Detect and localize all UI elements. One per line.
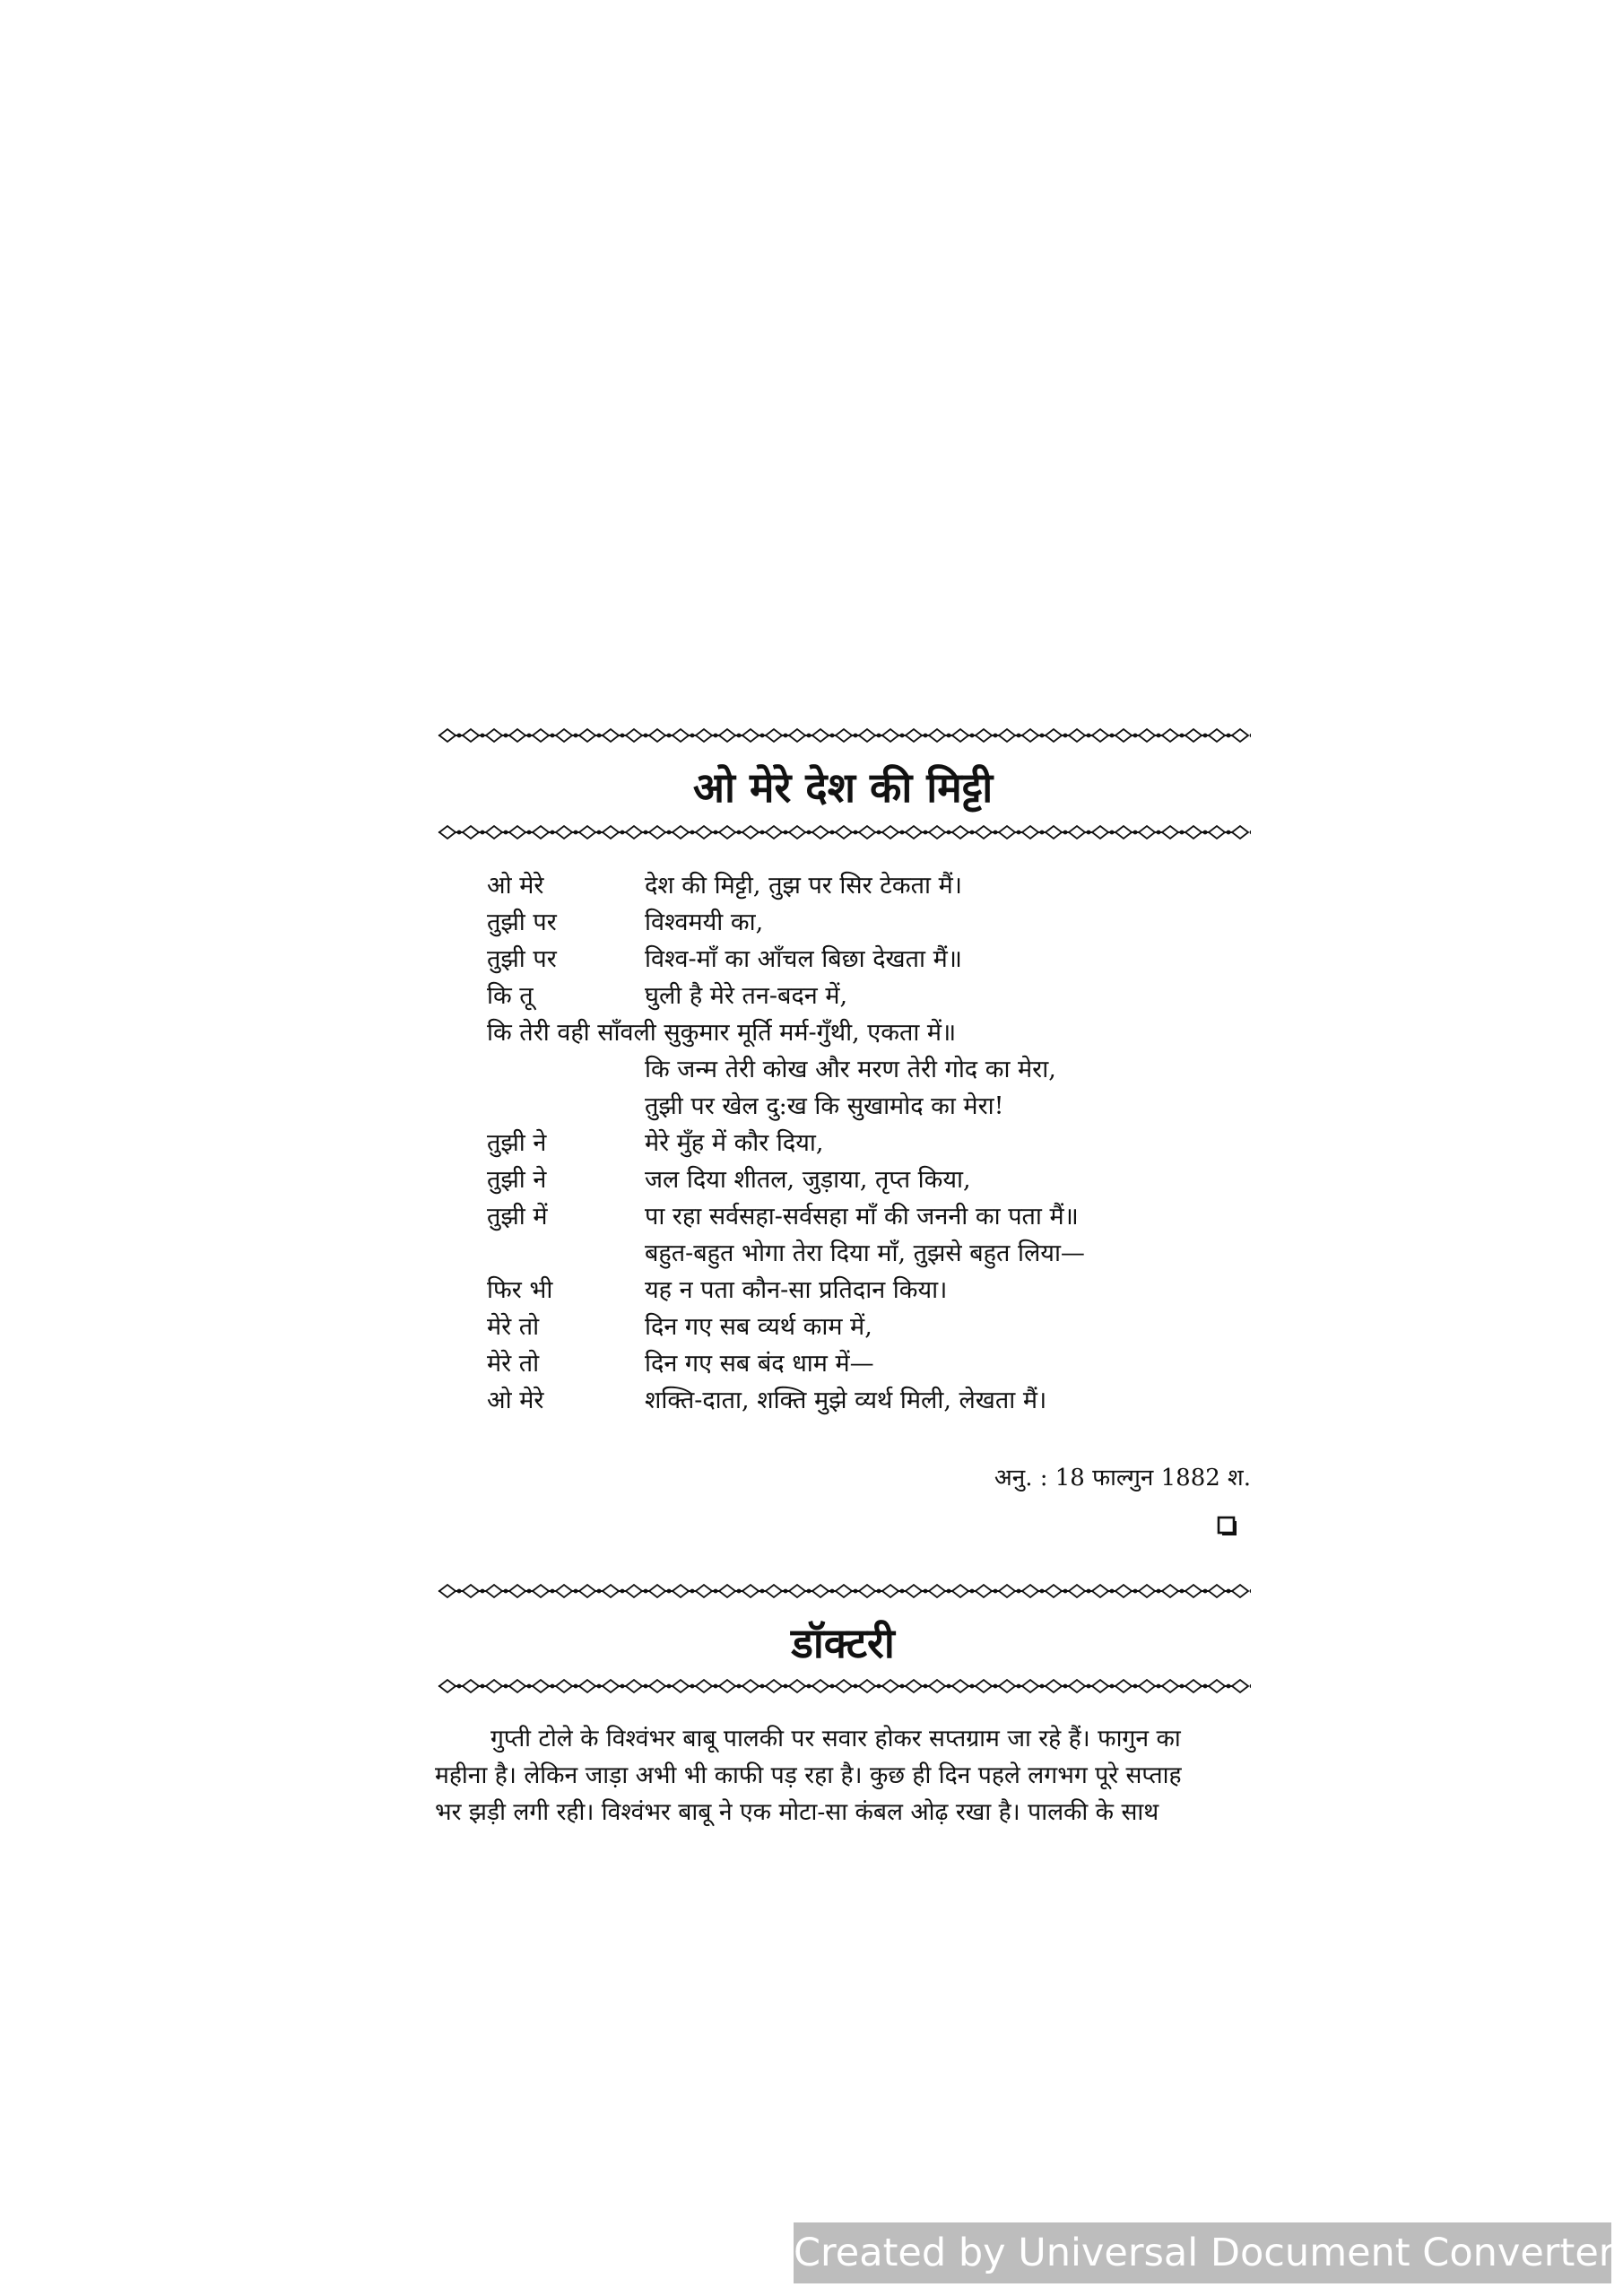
poem-line-text: पा रहा सर्वसहा-सर्वसहा माँ की जननी का पता मैं॥ bbox=[645, 1203, 1079, 1231]
poem-line-lead: कि तेरी वही साँवली सुकुमार मूर्ति मर्म-गुँथी, एकता में॥ bbox=[487, 1019, 957, 1047]
paragraph-line: भर झड़ी लगी रही। विश्वंभर बाबू ने एक मोटा-सा कंबल ओढ़ रखा है। पालकी के साथ bbox=[435, 1798, 1159, 1826]
poem-line-text: मेरे मुँह में कौर दिया, bbox=[645, 1129, 824, 1157]
poem-line bbox=[487, 1272, 1258, 1309]
story-title: डॉक्टरी bbox=[791, 1619, 895, 1667]
poem-line-text: कि जन्म तेरी कोख और मरण तेरी गोद का मेरा, bbox=[645, 1056, 1056, 1083]
paragraph-line: गुप्ती टोले के विश्वंभर बाबू पालकी पर सवार होकर सप्तग्राम जा रहे हैं। फागुन का bbox=[490, 1725, 1181, 1752]
poem-line bbox=[487, 1014, 1258, 1051]
poem-line-lead: मेरे तो bbox=[487, 1350, 540, 1378]
ornamental-border-bottom bbox=[435, 820, 1251, 845]
end-of-section-box-icon bbox=[1217, 1516, 1238, 1537]
poem-line-lead: फिर भी bbox=[487, 1276, 553, 1304]
translation-date: अनु. : 18 फाल्गुन 1882 श. bbox=[994, 1465, 1251, 1492]
poem-line-lead: तुझी ने bbox=[487, 1166, 547, 1194]
poem-line-lead: ओ मेरे bbox=[487, 872, 544, 900]
poem-line bbox=[487, 1125, 1258, 1161]
converter-watermark: Created by Universal Document Converter bbox=[794, 2222, 1611, 2283]
poem-line-text: विश्व-माँ का आँचल बिछा देखता मैं॥ bbox=[645, 945, 962, 973]
paragraph-line: महीना है। लेकिन जाड़ा अभी भी काफी पड़ रहा है। कुछ ही दिन पहले लगभग पूरे सप्ताह bbox=[435, 1761, 1182, 1789]
poem-line bbox=[487, 1309, 1258, 1345]
poem-line bbox=[487, 1198, 1258, 1235]
poem-line bbox=[487, 1235, 1258, 1272]
poem-line-text: शक्ति-दाता, शक्ति मुझे व्यर्थ मिली, लेखता मैं। bbox=[645, 1387, 1047, 1414]
poem-line bbox=[487, 1088, 1258, 1125]
poem-line bbox=[487, 978, 1258, 1014]
poem-line-text: विश्वमयी का, bbox=[645, 909, 764, 936]
poem-line bbox=[487, 941, 1258, 978]
poem-line bbox=[487, 904, 1258, 941]
poem-line-text: जल दिया शीतल, जुड़ाया, तृप्त किया, bbox=[645, 1166, 971, 1194]
poem-line bbox=[487, 1161, 1258, 1198]
poem-line-lead: तुझी पर bbox=[487, 909, 557, 936]
poem-body bbox=[487, 867, 1258, 1419]
poem-line-lead: तुझी में bbox=[487, 1203, 548, 1231]
poem-line-text: दिन गए सब बंद धाम में— bbox=[645, 1350, 874, 1378]
ornamental-border-bottom bbox=[435, 1674, 1251, 1699]
poem-line-lead: मेरे तो bbox=[487, 1313, 540, 1341]
poem-line-text: घुली है मेरे तन-बदन में, bbox=[645, 982, 848, 1010]
poem-line bbox=[487, 867, 1258, 904]
story-paragraph bbox=[435, 1720, 1251, 1831]
poem-line-text: दिन गए सब व्यर्थ काम में, bbox=[645, 1313, 872, 1341]
poem-line bbox=[487, 1382, 1258, 1419]
ornamental-border-top bbox=[435, 723, 1251, 748]
ornamental-border-top bbox=[435, 1578, 1251, 1604]
poem-line-text: यह न पता कौन-सा प्रतिदान किया। bbox=[645, 1276, 948, 1304]
poem-line-lead: कि तू bbox=[487, 982, 534, 1010]
poem-line-lead: तुझी पर bbox=[487, 945, 557, 973]
poem-line-lead: ओ मेरे bbox=[487, 1387, 544, 1414]
poem-title: ओ मेरे देश की मिट्टी bbox=[692, 763, 994, 812]
poem-line bbox=[487, 1345, 1258, 1382]
poem-line-text: देश की मिट्टी, तुझ पर सिर टेकता मैं। bbox=[645, 872, 962, 900]
poem-line-lead: तुझी ने bbox=[487, 1129, 547, 1157]
poem-line bbox=[487, 1051, 1258, 1088]
poem-line-text: बहुत-बहुत भोगा तेरा दिया माँ, तुझसे बहुत लिया— bbox=[645, 1239, 1085, 1267]
poem-line-text: तुझी पर खेल दु:ख कि सुखामोद का मेरा! bbox=[645, 1092, 1004, 1120]
